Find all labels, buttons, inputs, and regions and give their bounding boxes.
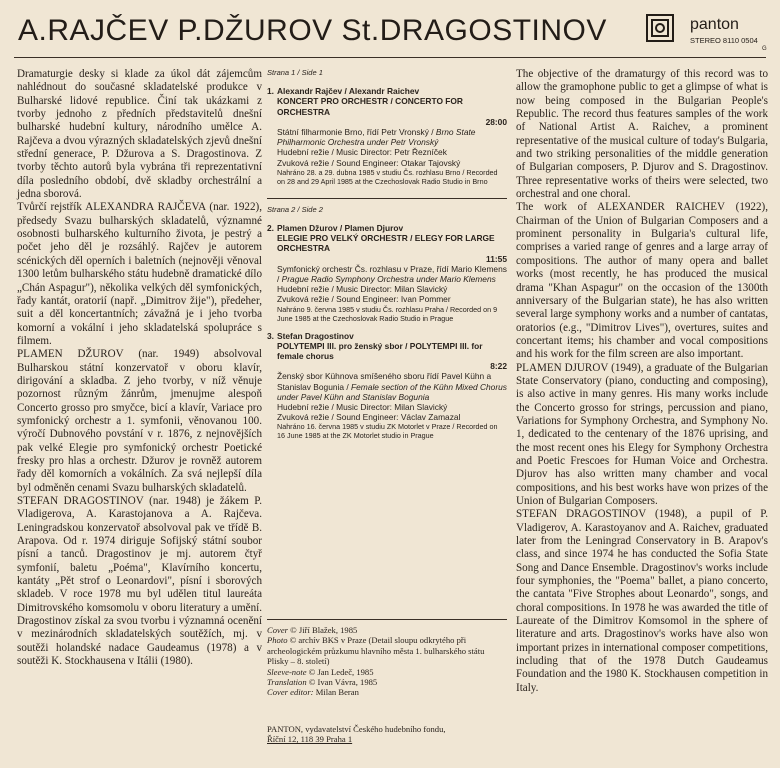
- track-director: Hudební režie / Music Director: Milan Slavický: [277, 402, 448, 413]
- credit-cover: © Jiří Blažek, 1985: [290, 625, 358, 635]
- track-engineer: Zvuková režie / Sound Engineer: Otakar Tajovský: [277, 157, 461, 168]
- track-engineer: Zvuková režie / Sound Engineer: Václav Zamazal: [277, 412, 461, 423]
- track-3: [267, 331, 507, 441]
- side-1-label: Strana 1 / Side 1: [267, 68, 323, 77]
- credit-label: Translation: [267, 677, 307, 688]
- track-engineer: Zvuková režie / Sound Engineer: Ivan Pommer: [277, 294, 451, 305]
- track-director: Hudební režie / Music Director: Milan Slavický: [277, 284, 448, 295]
- panton-logo: [646, 14, 772, 54]
- credit-sleeve-note: © Jan Ledeč, 1985: [308, 666, 374, 677]
- credit-label: Photo: [267, 635, 288, 646]
- album-title: A.RAJČEV P.DŽUROV St.DRAGOSTINOV: [18, 14, 607, 47]
- track-recorded: Nahráno 28. a 29. dubna 1985 v studiu Čs. rozhlasu Brno / Recorded on 28 and 29 April 1985 at the Czechoslovak Radio Studio in Brno: [277, 167, 498, 186]
- publisher-line: PANTON, vydavatelství Českého hudebního fondu,: [267, 724, 446, 734]
- publisher: [267, 724, 507, 745]
- track-1: [267, 86, 507, 186]
- english-notes: [516, 68, 768, 695]
- track-performer: Státní filharmonie Brno, řídí Petr Vronský /: [277, 127, 434, 138]
- english-paragraph: The objective of the dramaturgy of this record was to allow the gramophone public to get a glimpse of what is now being composed in the Bulgarian People's Republic. The record thus features samples of the work of National Artist A. Raichev, a prominent representative of the musical culture of today's Bulgaria, and two striking personalities of the middle generation of Bulgarian composers, P. Djurov and S. Dragostinov. Three representative works of theirs were selected, two orchestral and one choral.: [516, 68, 768, 201]
- track-composer: Alexandr Rajčev / Alexandr Raichev: [277, 86, 420, 97]
- header: [0, 0, 780, 56]
- track-duration: 11:55: [486, 253, 507, 264]
- track-duration: 28:00: [485, 116, 507, 127]
- label-name: panton: [690, 16, 739, 33]
- credits-rule: [267, 619, 507, 620]
- catalog-number: STEREO 8110 0504: [690, 36, 758, 45]
- tracklist: [267, 68, 507, 448]
- publisher-address: Říční 12, 118 39 Praha 1: [267, 734, 353, 745]
- track-director: Hudební režie / Music Director: Petr Řezníček: [277, 147, 447, 158]
- panton-logo-icon: [646, 14, 674, 42]
- side-2-label: Strana 2 / Side 2: [267, 204, 323, 214]
- track-composer: Plamen Džurov / Plamen Djurov: [277, 223, 404, 234]
- czech-paragraph: Dramaturgie desky si klade za úkol dát zájemcům nahlédnout do současné skladatelské produkce v Bulharské lidové republice. Činí tak ukázkami z tvorby jednoho z předních představitelů dnešní bulharské hudební kultury, národního umělce A. Rajčeva a dvou výrazných skladatelských zjevů dnešní střední generace, P. Džurova a S. Dragostinova. Z tvorby těchto autorů byla vybrána tři reprezentativní díla posledního období, dvě skladby orchestrální a jedna sborová.: [17, 68, 262, 201]
- track-number: 3.: [267, 330, 274, 341]
- track-performer-en: Prague Radio Symphony Orchestra under Mario Klemens: [281, 274, 496, 285]
- czech-paragraph: Tvůrčí rejstřík ALEXANDRA RAJČEVA (nar. 1922), předsedy Svazu bulharských skladatelů, významné osobnosti bulharského kulturního života, je pestrý a počet jeho děl je rozsáhlý. Rajčev je autorem scénických děl operních i baletních (nejnověji věnoval 1300 letům bulharského státu hudebně dramatické dílo „Chán Aspagur"), několika velkých děl symfonických, řady kantát, oratorií (např. „Dimitrov žije"), předeher, suit a děl koncertantních; závažná je i jeho tvorba komorní a vokální i jeho skladatelská spolupráce s filmem.: [17, 201, 262, 347]
- english-paragraph: PLAMEN DJUROV (1949), a graduate of the Bulgarian State Conservatory (piano, conducting and composing), is also active in many genres. His many works include the Concerto grosso for strings, percussion and piano, Variations for Symphony Orchestra, and Symphony No. 1, dedicated to the centenary of the 1876 uprising, and the most recent ones his Elegy for Symphony Orchestra and Poetic Frescoes for Human Voice and Orchestra. Djurov has also written many chamber and vocal compositions, and his best works have won prizes of the Union of Bulgarian Composers.: [516, 361, 768, 507]
- czech-paragraph: STEFAN DRAGOSTINOV (nar. 1948) je žákem P. Vladigerova, A. Karastojanova a A. Rajčeva. Leningradskou konzervatoř absolvoval pak ve třídě B. Arapova. Od r. 1974 diriguje Sofijský státní soubor písní a tanců. Dragostinov je mj. autorem čtyř symfonií, baletu „Poéma", Klavírního koncertu, kantáty „Pět strof o Leonardovi", písní i sborových skladeb. V roce 1978 mu byl udělen titul laureáta Dimitrovského komsomolu v oboru literatury a umění. Dragostinov získal za svou tvorbu i významná ocenění v mezinárodních skladatelských soutěžích, mj. v soutěži holandské nadace Gaudeamus (1978) a v soutěži K. Stockhausena v Itálii (1980).: [17, 495, 262, 668]
- header-rule: [14, 57, 766, 58]
- track-recorded: Nahráno 16. června 1985 v studiu ZK Motorlet v Praze / Recorded on 16 June 1985 at the ZK Motorlet studio in Prague: [277, 422, 498, 441]
- track-recorded: Nahráno 9. června 1985 v studiu Čs. rozhlasu Praha / Recorded on 9 June 1985 at the Czechoslovak Radio Studio in Prague: [277, 304, 498, 323]
- track-performer: Ženský sbor Kühnova smíšeného sboru řídí Pavel Kühn a Stanislav Bogunia /: [277, 371, 492, 392]
- credit-label: Cover editor:: [267, 687, 314, 698]
- credit-label: Cover: [267, 625, 289, 635]
- price-code: G: [762, 46, 767, 52]
- track-performer-en: Brno State Philharmonic Orchestra under Petr Vronský: [277, 127, 476, 148]
- track-2: [267, 223, 507, 323]
- credit-photo: © archív BKS v Praze (Detail sloupu odkrytého při archeologickém průzkumu hlavního města 1. bulharského státu Plisky – 8. století): [267, 635, 485, 667]
- track-performer-en: Female section of the Kühn Mixed Chorus under Pavel Kühn and Stanislav Bogunia: [277, 381, 507, 402]
- english-paragraph: The work of ALEXANDER RAICHEV (1922), Chairman of the Union of Bulgarian Composers and a prominent personality in Bulgaria's cultural life, comprises a varied range of genres and a large array of compositions. The author of many opera and ballet works (most recently, he has produced the musical drama "Khan Aspagur" on the occasion of the 1300th anniversary of the Bulgarian state), he has also written several large symphony works and a number of cantatas, oratorios (e.g., "Dimitrov Lives"), overtures, suites and concertant items; his chamber and vocal compositions and his work for the film screen are also important.: [516, 201, 768, 361]
- credit-editor: Milan Beran: [315, 687, 359, 698]
- track-duration: 8:22: [490, 361, 507, 372]
- track-title: KONCERT PRO ORCHESTR / CONCERTO FOR ORCHESTRA: [277, 96, 463, 117]
- credits: [267, 625, 507, 698]
- track-title: ELEGIE PRO VELKÝ ORCHESTR / ELEGY FOR LARGE ORCHESTRA: [277, 233, 495, 254]
- czech-paragraph: PLAMEN DŽUROV (nar. 1949) absolvoval Bulharskou státní konzervatoř v oboru klavír, dirigování a skladba. Z jeho tvorby, v níž věnuje pozornost různým žánrům, jmenujme alespoň Concerto grosso pro smyčce, bicí a klavír, Variace pro symfonický orchestr a 1. symfonii, věnovanou 100. výročí Dubnového povstání v r. 1876, z nejnovějších pak velké Elegie pro symfonický orchestr Poetické fresky pro hlas a orchestr. Džurov je rovněž autorem řady děl komorních a vokálních. Za svá nejlepší díla byl odměněn cenami Svazu bulharských skladatelů.: [17, 348, 262, 494]
- czech-notes: [17, 68, 262, 668]
- track-title: POLYTEMPI III. pro ženský sbor / POLYTEMPI III. for female chorus: [277, 340, 483, 362]
- credit-translation: © Ivan Vávra, 1985: [308, 677, 378, 688]
- credit-label: Sleeve-note: [267, 666, 307, 677]
- side-divider: [267, 198, 507, 199]
- track-composer: Stefan Dragostinov: [277, 330, 354, 341]
- track-performer: Symfonický orchestr Čs. rozhlasu v Praze, řídí Mario Klemens /: [277, 263, 507, 285]
- track-number: 1.: [267, 86, 274, 97]
- track-number: 2.: [267, 223, 274, 234]
- english-paragraph: STEFAN DRAGOSTINOV (1948), a pupil of P. Vladigerov, A. Karastoyanov and A. Raichev, graduated later from the Leningrad Conservatory in B. Arapov's class, and since 1974 he has conducted the Sofia State Song and Dance Ensemble. Dragostinov's works include four symphonies, the "Poema" ballet, a piano concerto, the cantata "Five Strophes about Leonardo", songs, and choral compositions. In 1978 he was awarded the title of Laureate of the Dimitrov Komsomol in the sphere of literature and arts. Dragostinov's works have also won important prizes in international composer competitions, including that of the 1978 Dutch Gaudeamus Foundation and the 1980 K. Stockhausen competition in Italy.: [516, 508, 768, 694]
